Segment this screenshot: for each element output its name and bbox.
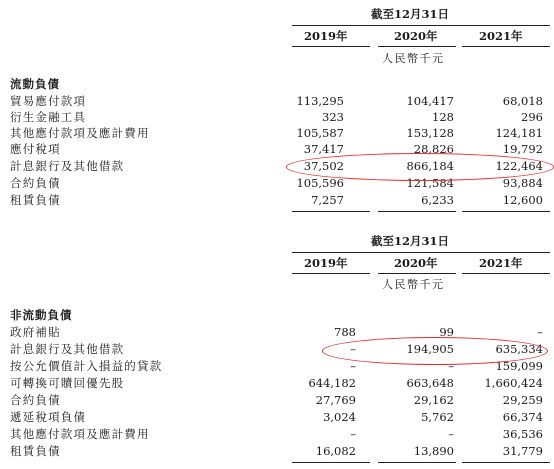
year-underline-2019 bbox=[292, 46, 370, 47]
value-2019: 27,769 bbox=[315, 393, 356, 407]
value-2020: 13,890 bbox=[413, 444, 454, 458]
total-underline-2019 bbox=[292, 211, 370, 212]
year-2019-header: 2019年 bbox=[304, 29, 348, 43]
total-underline-2021 bbox=[462, 211, 550, 212]
row-label: 可轉換可贖回優先股 bbox=[10, 376, 125, 390]
row-label: 合約負債 bbox=[10, 176, 61, 190]
value-2020: 29,162 bbox=[413, 393, 454, 407]
value-2019: – bbox=[350, 359, 356, 373]
value-2019: 788 bbox=[334, 325, 356, 339]
total-underline-2021 bbox=[462, 462, 550, 463]
value-2021: 296 bbox=[521, 110, 543, 124]
year-underline-2021 bbox=[462, 273, 550, 274]
value-2020: – bbox=[448, 359, 454, 373]
value-2020: 99 bbox=[439, 325, 454, 339]
row-label: 租賃負債 bbox=[10, 444, 61, 458]
value-2019: 105,596 bbox=[296, 176, 344, 190]
value-2021: 29,259 bbox=[502, 393, 543, 407]
row-label: 政府補貼 bbox=[10, 325, 61, 339]
year-underline-2021 bbox=[462, 46, 550, 47]
value-2019: 644,182 bbox=[308, 376, 356, 390]
year-underline-2020 bbox=[378, 46, 456, 47]
section-title-non-current: 非流動負債 bbox=[10, 308, 73, 322]
year-2019-header: 2019年 bbox=[304, 256, 348, 270]
value-2021: 635,334 bbox=[495, 342, 543, 356]
unit-label: 人民幣千元 bbox=[382, 52, 445, 65]
value-2021: 31,779 bbox=[502, 444, 543, 458]
value-2021: 93,884 bbox=[502, 176, 543, 190]
value-2021: 19,792 bbox=[502, 142, 543, 156]
value-2020: 153,128 bbox=[406, 126, 454, 140]
period-title: 截至12月31日 bbox=[371, 7, 450, 21]
value-2021: 68,018 bbox=[502, 94, 543, 108]
value-2019: 37,502 bbox=[303, 159, 344, 173]
value-2021: – bbox=[537, 325, 543, 339]
section-title-current: 流動負債 bbox=[10, 77, 60, 91]
total-underline-2020 bbox=[378, 211, 456, 212]
highlight-oval bbox=[286, 153, 554, 181]
value-2021: 159,099 bbox=[495, 359, 543, 373]
value-2021: 36,536 bbox=[502, 427, 543, 441]
row-label: 按公允價值計入損益的貸款 bbox=[10, 359, 163, 373]
value-2020: 663,648 bbox=[406, 376, 454, 390]
value-2019: 113,295 bbox=[296, 94, 344, 108]
period-title: 截至12月31日 bbox=[371, 234, 450, 248]
row-label: 應付稅項 bbox=[10, 142, 61, 156]
value-2019: 3,024 bbox=[323, 410, 356, 424]
value-2019: 105,587 bbox=[296, 126, 344, 140]
value-2020: 128 bbox=[432, 110, 454, 124]
value-2019: 323 bbox=[322, 110, 344, 124]
value-2021: 122,464 bbox=[495, 159, 543, 173]
value-2019: 7,257 bbox=[311, 193, 344, 207]
row-label: 貿易應付款項 bbox=[10, 94, 87, 108]
year-2021-header: 2021年 bbox=[479, 29, 523, 43]
unit-label: 人民幣千元 bbox=[382, 278, 445, 291]
row-label: 遞延稅項負債 bbox=[10, 410, 87, 424]
row-label: 租賃負債 bbox=[10, 193, 61, 207]
value-2021: 124,181 bbox=[495, 126, 543, 140]
year-underline-2019 bbox=[292, 273, 370, 274]
value-2019: – bbox=[350, 427, 356, 441]
value-2021: 66,374 bbox=[502, 410, 543, 424]
value-2020: 28,826 bbox=[413, 142, 454, 156]
header-divider bbox=[292, 25, 550, 26]
value-2020: 194,905 bbox=[406, 342, 454, 356]
value-2020: 6,233 bbox=[421, 193, 454, 207]
year-2020-header: 2020年 bbox=[394, 29, 438, 43]
value-2019: 16,082 bbox=[315, 444, 356, 458]
value-2019: 37,417 bbox=[303, 142, 344, 156]
value-2020: – bbox=[448, 427, 454, 441]
row-label: 其他應付款項及應計費用 bbox=[10, 126, 150, 140]
year-2021-header: 2021年 bbox=[479, 256, 523, 270]
row-label: 合約負債 bbox=[10, 393, 61, 407]
value-2019: – bbox=[350, 342, 356, 356]
total-underline-2019 bbox=[292, 462, 370, 463]
row-label: 計息銀行及其他借款 bbox=[10, 342, 125, 356]
value-2021: 1,660,424 bbox=[484, 376, 543, 390]
row-label: 衍生金融工具 bbox=[10, 110, 87, 124]
year-underline-2020 bbox=[378, 273, 456, 274]
value-2020: 866,184 bbox=[406, 159, 454, 173]
value-2021: 12,600 bbox=[502, 193, 543, 207]
header-divider bbox=[292, 252, 550, 253]
value-2020: 5,762 bbox=[421, 410, 454, 424]
year-2020-header: 2020年 bbox=[394, 256, 438, 270]
value-2020: 121,584 bbox=[406, 176, 454, 190]
row-label: 計息銀行及其他借款 bbox=[10, 159, 125, 173]
value-2020: 104,417 bbox=[406, 94, 454, 108]
total-underline-2020 bbox=[378, 462, 456, 463]
highlight-oval bbox=[322, 337, 548, 365]
row-label: 其他應付款項及應計費用 bbox=[10, 427, 150, 441]
